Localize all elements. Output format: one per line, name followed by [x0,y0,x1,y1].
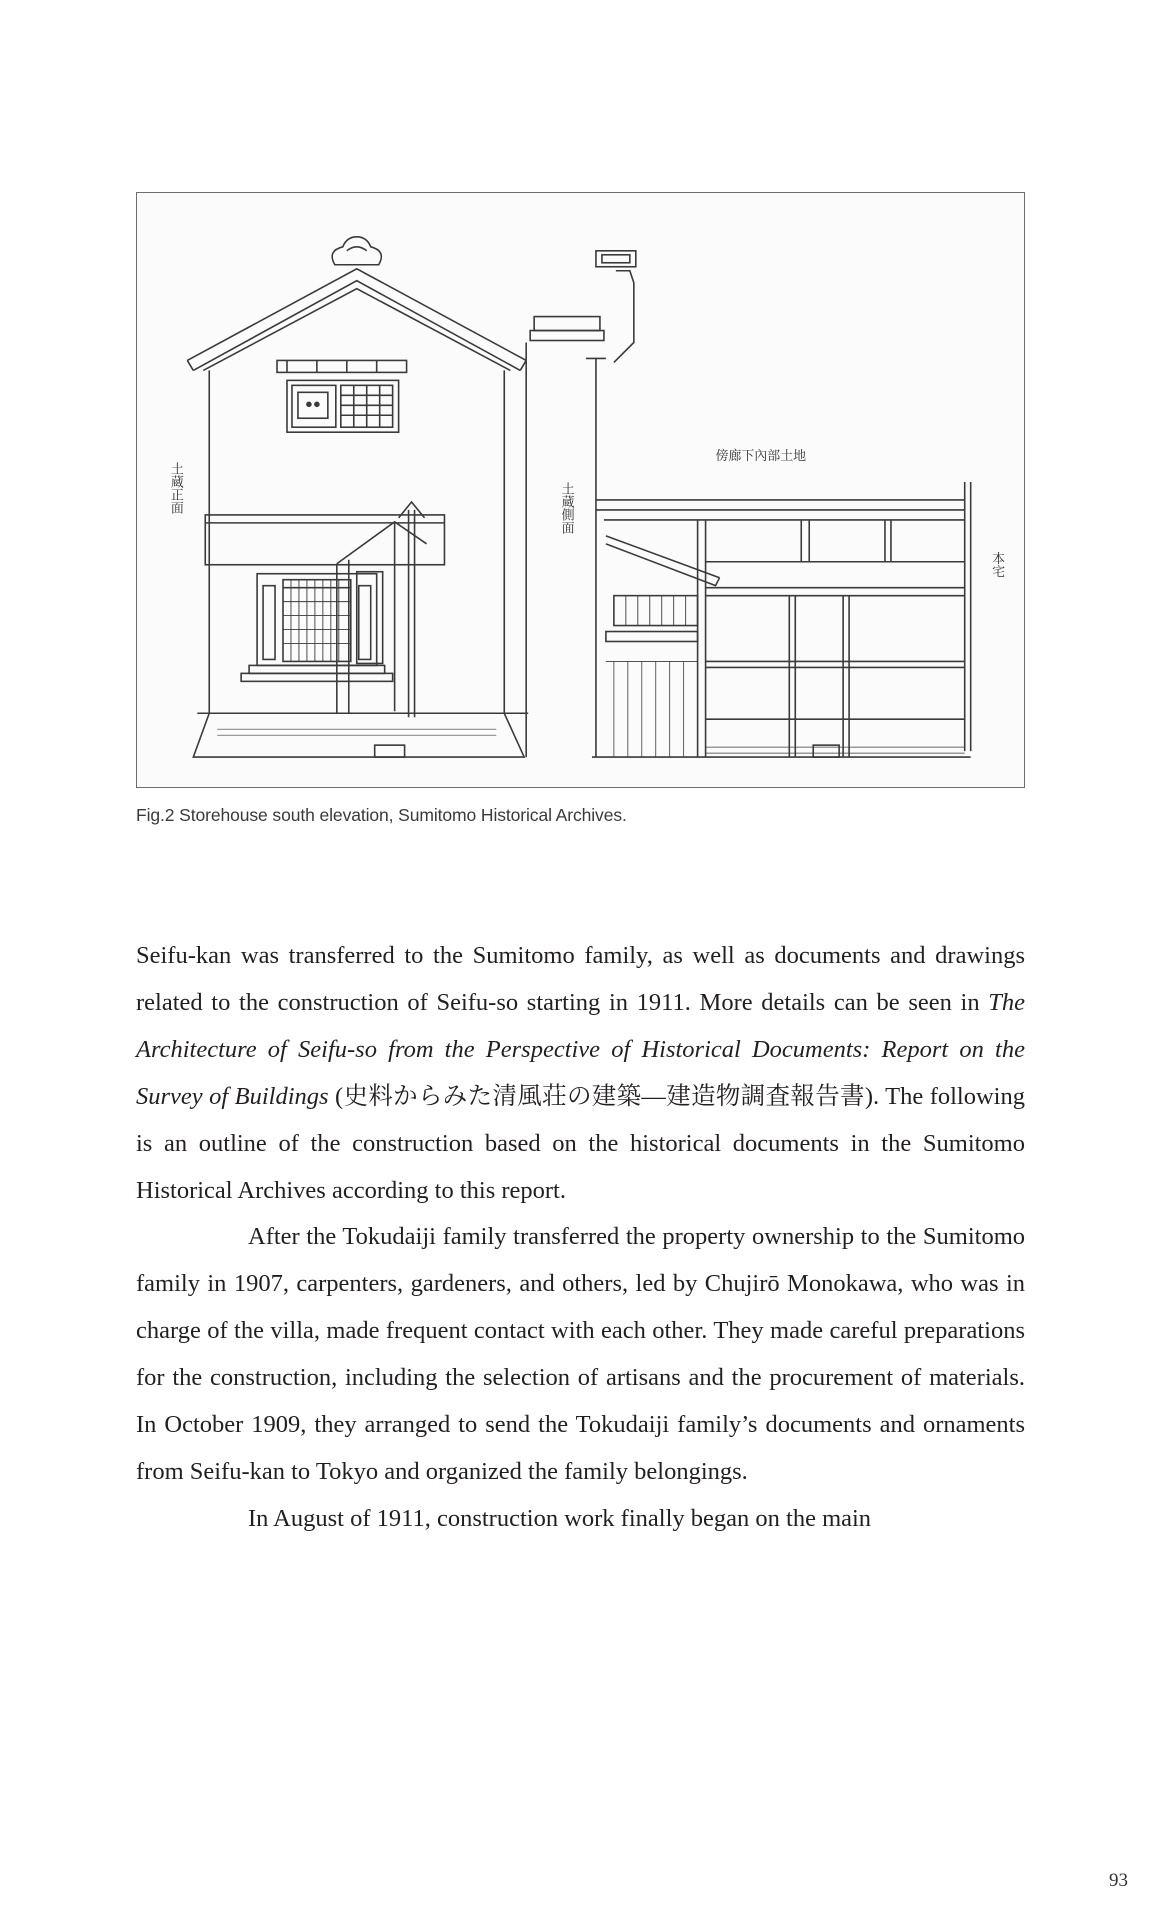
label-main-house: 本宅 [989,551,1005,578]
body-paragraph [136,1496,1025,1543]
label-storehouse-front: 土蔵正面 [167,462,183,514]
label-storehouse-side: 土蔵側面 [558,482,574,534]
storehouse-elevation-figure [136,192,1025,788]
paragraph-text: After the Tokudaiji family transferred the property ownership to the Sumitomo family in 1907, carpenters, gardeners, and others, led by Chujirō Monokawa, who was in charge of the villa, made frequent contact with each other. They made careful preparations for the construction, including the selection of artisans and the procurement of materials. In October 1909, they arranged to send the Tokudaiji family’s documents and ornaments from Seifu-kan to Tokyo and organized the family belongings. [136,1223,1025,1485]
figure-caption: Fig.2 Storehouse south elevation, Sumitomo Historical Archives. [136,805,627,825]
italic-title: The Architecture of Seifu-so from the Perspective of Historical Documents: Report on the Survey of Buildings [136,988,1025,1110]
storehouse-elevation-drawing [137,193,1024,787]
paragraph-text: (史料からみた清風荘の建築—建造物調査報告書). The following is an outline of the construction based on the historical documents in the Sumitomo Historical Archives according to this report. [136,1082,1025,1204]
page-number: 93 [1109,1870,1128,1891]
label-corridor: 傍廊下內部土地 [715,449,807,465]
body-text [136,933,1025,1543]
body-paragraph [136,1214,1025,1495]
body-paragraph [136,933,1025,1214]
paragraph-text: In August of 1911, construction work finally began on the main [248,1504,872,1532]
paragraph-text: Seifu-kan was transferred to the Sumitomo family, as well as documents and drawings related to the construction of Seifu-so starting in 1911. More details can be seen in [136,942,1025,1016]
